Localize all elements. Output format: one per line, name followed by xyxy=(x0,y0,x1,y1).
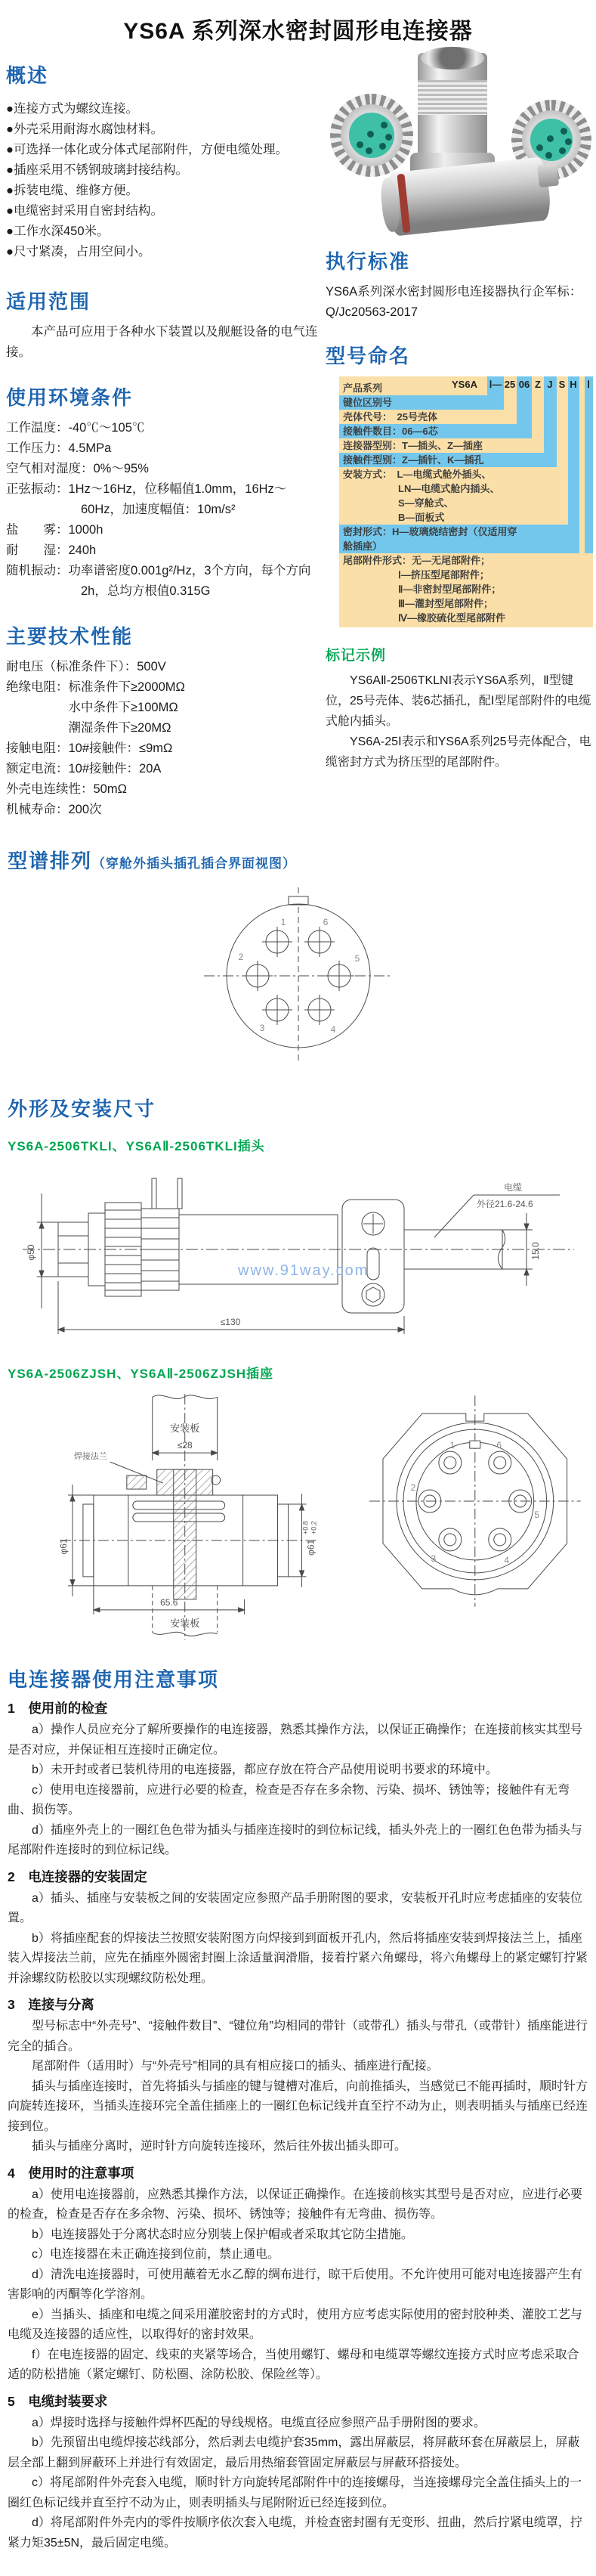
label-mounting-plate-bottom: 安装板 xyxy=(170,1617,200,1629)
bullet-item: ●电缆密封采用自密封结构。 xyxy=(6,204,163,218)
heading-overview: 概述 xyxy=(6,64,49,87)
standard-line: YS6A系列深水密封圆形电连接器执行企军标： xyxy=(326,285,582,299)
note-para: c）电连接器在未正确连接到位前，禁止通电。 xyxy=(32,2248,280,2261)
dim-phi61: φ61 xyxy=(57,1538,69,1555)
bullet-item: ●工作水深450米。 xyxy=(6,224,110,238)
pin-label: 1 xyxy=(280,917,286,927)
env-item: 随机振动：功率谱密度0.001g²/Hz，3个方向，每个方向2h，总均方根值0.315G xyxy=(6,564,311,598)
naming-diagram xyxy=(339,376,593,627)
note-para: b）电连接器处于分离状态时应分别装上保护帽或者采取其它防尘措施。 xyxy=(32,2228,413,2241)
note-para: c）将尾部附件外壳套入电缆，顺时针方向旋转尾部附件中的连接螺母，当连接螺母完全盖住插头上的一圈红色标记线并直至拧不动为止，则表明插头与尾附附近已经连接到位。 xyxy=(8,2476,582,2509)
naming-code: Ⅰ— xyxy=(489,379,502,390)
env-item: 正弦振动：1Hz～16Hz，位移幅值1.0mm，16Hz～60Hz，加速度幅值：10m/s² xyxy=(6,482,287,516)
pin-label: 4 xyxy=(504,1554,510,1565)
spectrum-heading-text: 型谱排列 xyxy=(8,850,93,872)
naming-line: 连接器型别：T—插头、Z—插座 xyxy=(343,440,483,451)
pin-label: 2 xyxy=(238,952,243,962)
note-para: f）在电连接器的固定、线束的夹紧等场合，当使用螺钉、螺母和电缆罩等螺纹连接方式时应考虑采取合适的防松措施（紧定螺钉、防松圈、涂防松胶、保险丝等）。 xyxy=(8,2348,579,2381)
page-title: YS6A 系列深水密封圆形电连接器 xyxy=(123,19,473,44)
bullet-item: ●尺寸紧凑，占用空间小。 xyxy=(6,245,151,259)
standard-line: Q/Jc20563-2017 xyxy=(326,305,418,319)
note-para: c）使用电连接器前，应进行必要的检查，检查是否存在多余物、污染、损坏、锈蚀等；接触件有无弯曲、损伤等。 xyxy=(8,1783,570,1816)
bullet-item: ●插座采用不锈钢玻璃封接结构。 xyxy=(6,163,188,177)
dim-phi50: φ50 xyxy=(25,1244,36,1261)
note-section-title: 3 连接与分离 xyxy=(8,1997,94,2012)
pin-label: 5 xyxy=(354,953,360,964)
tol-lower: +0.2 xyxy=(310,1521,318,1534)
perf-line: 水中条件下≥100MΩ xyxy=(6,701,178,714)
naming-line: 舱插座） xyxy=(343,540,383,552)
dim-cable-15: 15.0 xyxy=(530,1242,541,1260)
naming-line: B—面板式 xyxy=(398,512,445,523)
note-para: b）先预留出电缆焊接芯线部分，然后剥去电缆护套35mm，露出屏蔽层，将屏蔽环套在屏蔽层上，屏蔽层全部上翻到屏蔽环上并进行有效固定，最后用热缩套管固定屏蔽层与屏蔽环搭接处。 xyxy=(8,2436,580,2469)
env-item: 盐 雾：1000h xyxy=(6,523,103,537)
naming-code: Ⅰ xyxy=(587,379,590,390)
perf-line: 外壳电连续性：50mΩ xyxy=(6,782,127,796)
note-para: 插头与插座分离时，逆时针方向旋转连接环，然后往外拔出插头即可。 xyxy=(32,2140,407,2153)
naming-line: S—穿舱式、 xyxy=(398,497,454,509)
left-column xyxy=(6,50,320,820)
marking-para: YS6A-25Ⅰ表示和YS6A系列25号壳体配合，电缆密封方式为挤压型的尾部附件。 xyxy=(326,735,591,769)
note-para: e）当插头、插座和电缆之间采用灌胶密封的方式时，使用方应考虑实际使用的密封胶种类、灌胶工艺与电缆及连接器的适应性，以取得好的密封效果。 xyxy=(8,2308,582,2341)
pin-layout-diagram xyxy=(193,881,404,1070)
note-para: a）焊接时选择与接触件焊杯匹配的导线规格。电缆直径应参照产品手册附图的要求。 xyxy=(32,2416,486,2429)
overview-bullet-list xyxy=(6,99,320,262)
dim-length-656: 65.6 xyxy=(160,1596,178,1608)
label-mounting-plate-top: 安装板 xyxy=(170,1423,200,1435)
naming-code: 25 xyxy=(504,379,516,390)
connector-shell-photo xyxy=(418,53,487,163)
naming-line: 密封形式：H—玻璃烧结密封（仅适用穿 xyxy=(343,526,517,537)
note-section xyxy=(8,2392,588,2554)
perf-line: 额定电流：10#接触件：20A xyxy=(6,762,162,776)
callout-cable-od: 外径21.6-24.6 xyxy=(476,1199,533,1209)
watermark: www.91way.com xyxy=(237,1262,369,1279)
pin-label: 3 xyxy=(431,1553,437,1564)
naming-code: S xyxy=(558,379,566,390)
note-para: a）操作人员应充分了解所要操作的电连接器，熟悉其操作方法，以保证正确操作；在连接前核实其型号是否对应，并保证相互连接时正确定位。 xyxy=(8,1723,582,1757)
note-para: a）使用电连接器前，应熟悉其操作方法，以保证正确操作。在连接前核实其型号是否对应，应进行必要的检查，检查是否存在多余物、污染、损坏、锈蚀等；接触件有无弯曲、损伤等。 xyxy=(8,2187,582,2221)
perf-line: 接触电阻：10#接触件：≤9mΩ xyxy=(6,742,173,755)
note-para: d）将尾部附件外壳内的零件按顺序依次套入电缆，并检查密封圈有无变形、扭曲，然后拧紧电缆罩，拧紧力矩35±5N，最后固定电缆。 xyxy=(8,2516,582,2550)
environment-list xyxy=(6,418,320,602)
note-section-title: 1 使用前的检查 xyxy=(8,1701,108,1716)
bullet-item: ●拆装电缆、维修方便。 xyxy=(6,184,138,197)
perf-line: 绝缘电阻：标准条件下≥2000MΩ xyxy=(6,680,185,694)
naming-line: 接触件数目：06—6芯 xyxy=(343,426,438,437)
naming-line: 尾部附件形式：无—无尾部附件； xyxy=(343,555,491,566)
heading-standard: 执行标准 xyxy=(326,250,411,273)
note-para: b）未开封或者已装机待用的电连接器，都应存放在符合产品使用说明书要求的环境中。 xyxy=(32,1763,498,1776)
tol-upper: +0.8 xyxy=(301,1521,310,1534)
naming-code: 06 xyxy=(518,379,530,390)
plug-subtitle: YS6A-2506TKLI、YS6AⅡ-2506TKLI插头 xyxy=(8,1139,265,1153)
bullet-item: ●连接方式为螺纹连接。 xyxy=(6,102,138,116)
heading-scope: 适用范围 xyxy=(6,290,91,313)
note-section-title: 4 使用时的注意事项 xyxy=(8,2165,134,2181)
label-weld-flange: 焊接法兰 xyxy=(73,1452,107,1462)
naming-code: H xyxy=(570,379,577,390)
pin-label: 5 xyxy=(534,1509,540,1520)
heading-naming: 型号命名 xyxy=(326,345,411,367)
note-para: d）插座外壳上的一圈红色色带为插头与插座连接时的到位标记线，插头外壳上的一圈红色色带为插头与尾部附件连接时的到位标记线。 xyxy=(8,1823,582,1856)
note-para: d）清洗电连接器时，可使用蘸着无水乙醇的绸布进行，晾干后使用。不允许使用可能对电连接器产生有害影响的丙酮等化学溶剂。 xyxy=(8,2268,582,2301)
env-item: 工作温度：-40℃～105℃ xyxy=(6,421,145,435)
pin-label: 6 xyxy=(323,917,328,927)
pin-label: 3 xyxy=(259,1023,264,1033)
note-section-title: 5 电缆封装要求 xyxy=(8,2393,108,2409)
naming-code: YS6A xyxy=(452,379,477,390)
heading-spectrum xyxy=(8,846,588,874)
note-para: 型号标志中“外壳号”、“接触件数目”、“键位角”均相同的带针（或带孔）插头与带孔（或带针）插座能进行完全的插合。 xyxy=(8,2020,588,2053)
perf-line: 潮湿条件下≥20MΩ xyxy=(6,721,171,735)
top-columns xyxy=(0,50,596,820)
note-para: b）将插座配套的焊接法兰按照安装附图方向焊接到到面板开孔内，然后将插座安装到焊接法兰上，插座装入焊接法兰前，应先在插座外圆密封圈上涂适量润滑脂，接着拧紧六角螺母，将六角螺母上的紧定螺钉拧紧并涂螺纹防松胶以实现螺纹防松处理。 xyxy=(8,1931,588,1985)
naming-line: Ⅰ—挤压型尾部附件； xyxy=(398,569,489,581)
naming-line: Ⅲ—灌封型尾部附件； xyxy=(398,598,493,609)
dim-length-130: ≤130 xyxy=(220,1317,240,1327)
note-section xyxy=(8,1867,588,1989)
socket-subtitle: YS6A-2506ZJSH、YS6AⅡ-2506ZJSH插座 xyxy=(8,1367,274,1381)
usage-notes xyxy=(0,1664,596,2553)
dim-phi61-tol: φ61 xyxy=(305,1539,317,1556)
env-item: 空气相对湿度：0%～95% xyxy=(6,462,149,475)
perf-line: 机械寿命：200次 xyxy=(6,803,102,816)
right-column xyxy=(326,50,596,772)
naming-line: LN—电缆式舱内插头、 xyxy=(398,483,500,494)
naming-line: 安装方式： L—电缆式舱外插头、 xyxy=(343,469,492,480)
naming-line: 壳体代号： 25号壳体 xyxy=(343,411,437,423)
pin-label: 6 xyxy=(496,1440,502,1451)
performance-list xyxy=(6,657,320,820)
spectrum-subtitle: （穿舱外插头插孔插合界面视图） xyxy=(92,856,297,871)
naming-line: Ⅳ—橡胶硫化型尾部附件 xyxy=(398,612,505,624)
marking-para: YS6AⅡ-2506TKLNI表示YS6A系列，Ⅱ型键位，25号壳体、装6芯插孔，配Ⅰ型尾部附件的电缆式舱内插头。 xyxy=(326,674,591,728)
callout-cable-word: 电缆 xyxy=(503,1182,522,1193)
note-section xyxy=(8,2163,588,2386)
note-para: a）插头、插座与安装板之间的安装固定应参照产品手册附图的要求，安装板开孔时应考虑插座的安装位置。 xyxy=(8,1891,582,1924)
perf-line: 耐电压（标准条件下）：500V xyxy=(6,660,166,673)
scope-text: 本产品可应用于各种水下装置以及舰艇设备的电气连接。 xyxy=(6,325,318,359)
socket-section-drawing xyxy=(38,1388,339,1645)
note-section-title: 2 电连接器的安装固定 xyxy=(8,1869,147,1884)
note-section xyxy=(8,1995,588,2157)
pin-label: 1 xyxy=(449,1440,455,1451)
heading-notes: 电连接器使用注意事项 xyxy=(8,1668,220,1691)
heading-outline: 外形及安装尺寸 xyxy=(8,1098,156,1120)
plug-outline-drawing xyxy=(11,1160,585,1345)
naming-code: Z xyxy=(535,379,541,390)
env-item: 耐 湿：240h xyxy=(6,543,97,557)
naming-code: J xyxy=(547,379,553,390)
note-section xyxy=(8,1698,588,1861)
heading-environment: 使用环境条件 xyxy=(6,386,134,409)
note-para: 插头与插座连接时，首先将插头与插座的键与键槽对准后，向前推插头，当感觉已不能再插时，顺时针方向旋转连接环，当插头连接环完全盖住插座上的一圈红色标记线并直至拧不动为止，则表明插头与插座已经连接到位。 xyxy=(8,2079,588,2133)
env-item: 工作压力：4.5MPa xyxy=(6,441,112,455)
product-photo xyxy=(329,51,594,239)
socket-front-view xyxy=(362,1388,588,1615)
bullet-item: ●外壳采用耐海水腐蚀材料。 xyxy=(6,122,163,136)
pin-label: 2 xyxy=(410,1482,416,1494)
connector-face-photo xyxy=(330,94,413,177)
pin-label: 4 xyxy=(330,1024,335,1035)
naming-line: Ⅱ—非密封型尾部附件； xyxy=(398,584,502,595)
naming-line: 产品系列 xyxy=(343,382,383,394)
heading-marking-example: 标记示例 xyxy=(326,648,387,664)
naming-line: 接触件型别：Z—插针、K—插孔 xyxy=(343,454,484,466)
dim-plate-28: ≤28 xyxy=(177,1440,193,1451)
note-para: 尾部附件（适用时）与“外壳号”相同的具有相应接口的插头、插座进行配接。 xyxy=(32,2060,439,2073)
heading-performance: 主要技术性能 xyxy=(6,625,134,648)
bullet-item: ●可选择一体化或分体式尾部附件，方便电缆处理。 xyxy=(6,143,288,156)
naming-line: 键位区别号 xyxy=(343,397,393,408)
